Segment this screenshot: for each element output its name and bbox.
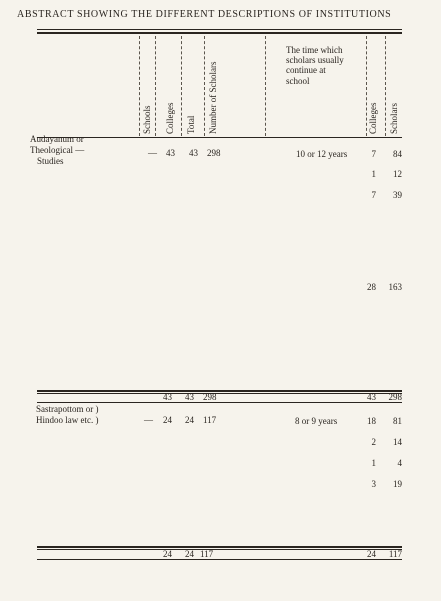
- section1-total-scholars: 298: [203, 392, 217, 402]
- section2-total-scholars: 117: [200, 549, 214, 559]
- header-schools: Schools: [142, 105, 152, 134]
- section2-breakdown-scholars: 81: [393, 416, 402, 426]
- header-bottom-rule: [37, 137, 402, 138]
- section1-breakdown-colleges: 7: [371, 149, 376, 159]
- section2-breakdown-colleges: 1: [371, 458, 376, 468]
- column-divider: [155, 36, 156, 136]
- section1-total-rule: [37, 390, 402, 392]
- section2-total-scholars-2: 117: [388, 549, 402, 559]
- header-time-line-1: The time which: [286, 45, 343, 55]
- column-divider: [385, 36, 386, 136]
- section2-stub-line-2: Hindoo law etc. ): [36, 415, 99, 425]
- section1-breakdown-scholars: 163: [388, 282, 402, 292]
- section1-total-rule-thin: [37, 393, 402, 394]
- section1-breakdown-colleges: 1: [371, 169, 376, 179]
- section1-total-bottom-rule: [37, 402, 402, 403]
- section1-total-scholars-2: 298: [388, 392, 402, 402]
- column-divider: [139, 36, 140, 136]
- column-divider: [204, 36, 205, 136]
- column-divider: [181, 36, 182, 136]
- header-time-line-4: school: [286, 76, 310, 86]
- section1-colleges: 43: [166, 148, 175, 158]
- section1-total-colleges-2: 43: [367, 392, 376, 402]
- header-number-of-scholars: Number of Scholars: [208, 61, 218, 134]
- section2-total-colleges-2: 24: [367, 549, 376, 559]
- section2-schools: —: [144, 415, 153, 425]
- header-top-rule-thick: [37, 32, 402, 34]
- page-title: ABSTRACT SHOWING THE DIFFERENT DESCRIPTIONS OF INSTITUTIONS: [17, 9, 392, 20]
- section1-breakdown-scholars: 39: [393, 190, 402, 200]
- section2-breakdown-scholars: 4: [397, 458, 402, 468]
- section2-breakdown-colleges: 18: [367, 416, 376, 426]
- section2-total-bottom-rule: [37, 559, 402, 560]
- section2-time: 8 or 9 years: [295, 416, 338, 426]
- section1-total-total: 43: [185, 392, 194, 402]
- section1-stub-line-2: Theological —: [30, 145, 85, 155]
- section2-breakdown-scholars: 14: [393, 437, 402, 447]
- section2-breakdown-scholars: 19: [393, 479, 402, 489]
- section1-time: 10 or 12 years: [296, 149, 348, 159]
- header-colleges-2: Colleges: [368, 102, 378, 134]
- header-time-line-2: scholars usually: [286, 55, 344, 65]
- section1-stub-line-3: Studies: [37, 156, 64, 166]
- section2-breakdown-colleges: 2: [371, 437, 376, 447]
- header-top-rule: [37, 29, 402, 30]
- section2-total: 24: [185, 415, 194, 425]
- section1-schools: —: [148, 148, 157, 158]
- section2-total-rule: [37, 546, 402, 548]
- section1-stub-line-1: Audayanum or: [30, 134, 84, 144]
- section2-breakdown-colleges: 3: [371, 479, 376, 489]
- column-divider: [265, 36, 266, 136]
- header-time-line-3: continue at: [286, 65, 326, 75]
- section1-breakdown-colleges: 28: [367, 282, 376, 292]
- section2-total-colleges: 24: [163, 549, 172, 559]
- header-colleges: Colleges: [165, 102, 175, 134]
- section2-total-rule-thin: [37, 549, 402, 550]
- section2-colleges: 24: [163, 415, 172, 425]
- section1-total: 43: [189, 148, 198, 158]
- section1-breakdown-colleges: 7: [371, 190, 376, 200]
- section2-scholars: 117: [203, 415, 217, 425]
- header-total: Total: [186, 115, 196, 134]
- section2-stub-line-1: Sastrapottom or ): [36, 404, 99, 414]
- section1-total-colleges: 43: [163, 392, 172, 402]
- section2-total-total: 24: [185, 549, 194, 559]
- section1-breakdown-scholars: 12: [393, 169, 402, 179]
- section1-scholars: 298: [207, 148, 221, 158]
- section1-breakdown-scholars: 84: [393, 149, 402, 159]
- column-divider: [366, 36, 367, 136]
- header-scholars-2: Scholars: [389, 103, 399, 134]
